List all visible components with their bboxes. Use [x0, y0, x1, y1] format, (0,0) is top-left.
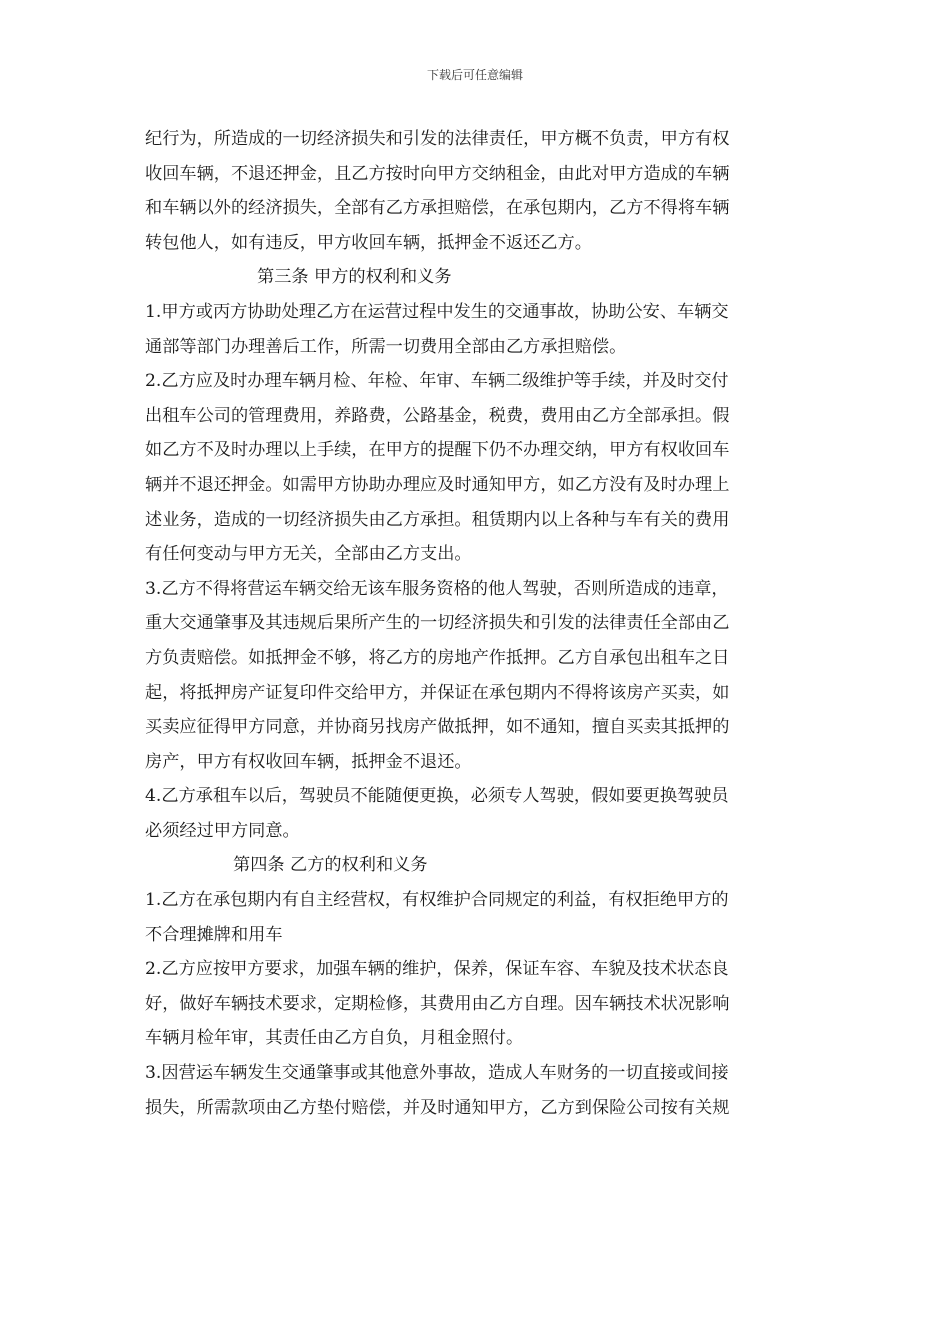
text-line: 1.乙方在承包期内有自主经营权，有权维护合同规定的利益，有权拒绝甲方的 [145, 890, 729, 911]
document-body [145, 122, 800, 1125]
text-line: 述业务，造成的一切经济损失由乙方承担。租赁期内以上各种与车有关的费用 [145, 509, 730, 530]
article-heading-4: 第四条 乙方的权利和义务 [233, 855, 428, 876]
text-line: 辆并不退还押金。如需甲方协助办理应及时通知甲方，如乙方没有及时办理上 [145, 474, 730, 495]
text-line: 房产，甲方有权收回车辆，抵押金不退还。 [145, 751, 472, 772]
text-line: 不合理摊牌和用车 [145, 924, 283, 945]
text-line: 方负责赔偿。如抵押金不够，将乙方的房地产作抵押。乙方自承包出租车之日 [145, 647, 730, 668]
text-line: 转包他人，如有违反，甲方收回车辆，抵押金不返还乙方。 [145, 232, 592, 253]
text-line: 2.乙方应及时办理车辆月检、年检、年审、车辆二级维护等手续，并及时交付 [145, 371, 729, 392]
article-heading-3: 第三条 甲方的权利和义务 [257, 267, 452, 288]
text-line: 起，将抵押房产证复印件交给甲方，并保证在承包期内不得将该房产买卖，如 [145, 682, 730, 703]
text-line: 1.甲方或丙方协助处理乙方在运营过程中发生的交通事故，协助公安、车辆交 [145, 301, 729, 322]
text-line: 损失，所需款项由乙方垫付赔偿，并及时通知甲方，乙方到保险公司按有关规 [145, 1097, 730, 1118]
text-line: 有任何变动与甲方无关，全部由乙方支出。 [145, 544, 472, 565]
text-line: 3.因营运车辆发生交通肇事或其他意外事故，造成人车财务的一切直接或间接 [145, 1063, 729, 1084]
text-line: 如乙方不及时办理以上手续，在甲方的提醒下仍不办理交纳，甲方有权收回车 [145, 440, 730, 461]
text-line: 重大交通肇事及其违规后果所产生的一切经济损失和引发的法律责任全部由乙 [145, 613, 730, 634]
text-line: 收回车辆，不退还押金，且乙方按时向甲方交纳租金，由此对甲方造成的车辆 [145, 163, 730, 184]
text-line: 4.乙方承租车以后，驾驶员不能随便更换，必须专人驾驶，假如要更换驾驶员 [145, 786, 729, 807]
page-header: 下载后可任意编辑 [426, 68, 523, 82]
text-line: 出租车公司的管理费用，养路费，公路基金，税费，费用由乙方全部承担。假 [145, 405, 730, 426]
text-line: 通部等部门办理善后工作，所需一切费用全部由乙方承担赔偿。 [145, 336, 627, 357]
text-line: 2.乙方应按甲方要求，加强车辆的维护，保养，保证车容、车貌及技术状态良 [145, 959, 729, 980]
text-line: 和车辆以外的经济损失，全部有乙方承担赔偿，在承包期内，乙方不得将车辆 [145, 198, 730, 219]
text-line: 买卖应征得甲方同意，并协商另找房产做抵押，如不通知，擅自买卖其抵押的 [145, 717, 730, 738]
text-line: 3.乙方不得将营运车辆交给无该车服务资格的他人驾驶，否则所造成的违章， [145, 578, 729, 599]
text-line: 车辆月检年审，其责任由乙方自负，月租金照付。 [145, 1028, 524, 1049]
text-line: 好，做好车辆技术要求，定期检修，其费用由乙方自理。因车辆技术状况影响 [145, 993, 730, 1014]
text-line: 纪行为，所造成的一切经济损失和引发的法律责任，甲方概不负责，甲方有权 [145, 129, 730, 149]
text-line: 必须经过甲方同意。 [145, 820, 300, 841]
